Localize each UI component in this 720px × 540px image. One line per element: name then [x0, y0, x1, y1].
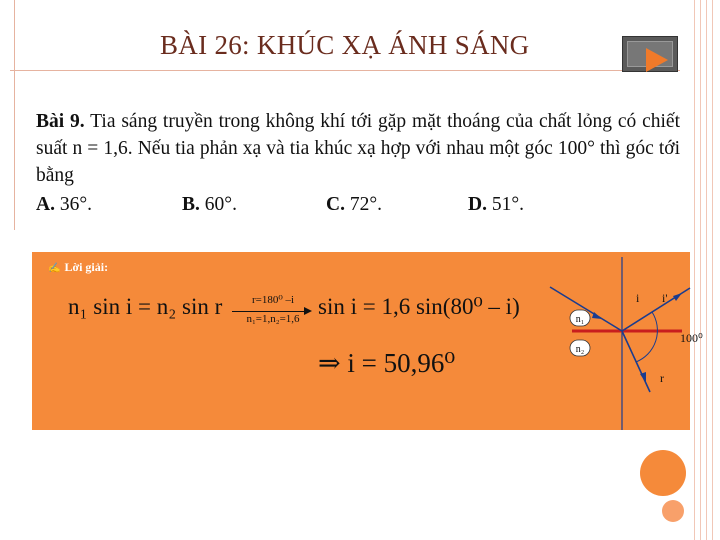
medium1-label: n₁ [575, 314, 585, 325]
equation-snell: n₁ sin i = n₂ sin r [68, 294, 223, 319]
condition-top: r=180⁰ –i [251, 294, 295, 306]
pen-icon: ✍ [48, 263, 61, 274]
angle-100-label: 100⁰ [680, 331, 703, 345]
condition-bottom: n₁=1,n₂=1,6 [246, 313, 300, 325]
equation-substituted: sin i = 1,6 sin(80⁰ – i) [318, 294, 520, 319]
refraction-diagram [532, 252, 703, 430]
solution-panel [32, 252, 703, 430]
right-border-line [706, 0, 707, 540]
problem-body: Tia sáng truyền trong không khí tới gặp mặt thoáng của chất lỏng có chiết suất n = 1,6. Nếu tia phản xạ và tia khúc xạ hợp với nhau một góc 100° thì góc tới bằng [36, 111, 680, 186]
medium2-label: n₂ [575, 344, 585, 355]
angle-r-label: r [660, 371, 664, 385]
solution-label: ✍ Lời giải: [48, 260, 109, 274]
angle-i-prime-label: i' [662, 291, 668, 305]
slide-title: BÀI 26: KHÚC XẠ ÁNH SÁNG [160, 30, 530, 60]
answer-c[interactable]: C. 72°. [326, 194, 383, 215]
header-divider [10, 70, 680, 71]
equation-result: ⇒ i = 50,96⁰ [318, 348, 456, 378]
right-border-line [694, 0, 695, 540]
problem-label: Bài 9. [36, 111, 85, 132]
answer-d[interactable]: D. 51°. [468, 194, 525, 215]
reflected-arrow [673, 293, 682, 301]
decorative-circle [662, 500, 684, 522]
left-border-line [14, 0, 15, 230]
decorative-circle [640, 450, 686, 496]
angle-i-label: i [636, 291, 640, 305]
problem-text [36, 108, 680, 189]
implies-arrow [232, 311, 310, 312]
right-border-line [712, 0, 713, 540]
right-border-line [700, 0, 701, 540]
next-slide-button[interactable] [622, 36, 678, 72]
play-triangle-icon [646, 48, 668, 72]
answer-b[interactable]: B. 60°. [182, 194, 237, 215]
answer-a[interactable]: A. 36°. [36, 194, 93, 215]
